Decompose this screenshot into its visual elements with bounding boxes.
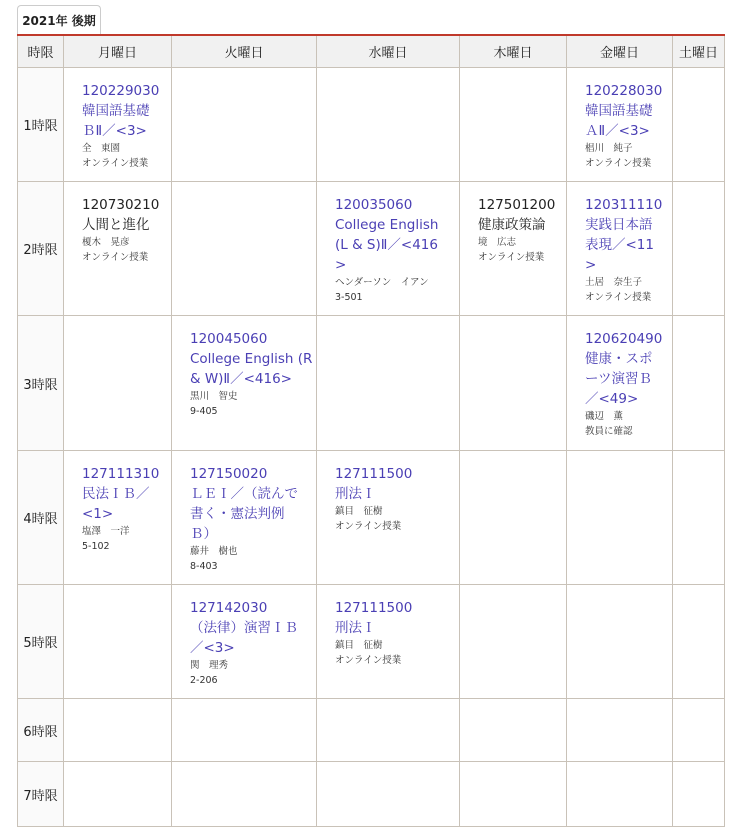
course-title[interactable]: College English (R & W)Ⅱ／<416> bbox=[190, 351, 313, 387]
course-room: 9-405 bbox=[190, 406, 218, 417]
cell-sat-3 bbox=[673, 316, 725, 451]
row-period-6 bbox=[18, 699, 725, 762]
cell-thu-7 bbox=[460, 762, 567, 827]
course-entry[interactable] bbox=[317, 451, 459, 534]
cell-sat-1 bbox=[673, 68, 725, 182]
course-entry[interactable] bbox=[567, 316, 672, 439]
cell-fri-4 bbox=[567, 451, 673, 585]
period-label: 6時限 bbox=[18, 699, 64, 762]
cell-mon-1 bbox=[64, 68, 172, 182]
course-code[interactable]: 127111500 bbox=[335, 466, 413, 482]
cell-wed-4 bbox=[317, 451, 460, 585]
header-tuesday: 火曜日 bbox=[172, 35, 317, 68]
header-wednesday: 水曜日 bbox=[317, 35, 460, 68]
cell-fri-7 bbox=[567, 762, 673, 827]
cell-tue-5 bbox=[172, 585, 317, 699]
course-title[interactable]: ＬＥＩ／（読んで 書く・憲法判例 Ｂ） bbox=[190, 486, 298, 542]
course-code: 120730210 bbox=[82, 197, 160, 213]
cell-tue-6 bbox=[172, 699, 317, 762]
cell-mon-7 bbox=[64, 762, 172, 827]
course-title[interactable]: 韓国語基礎 ＡⅡ／<3> bbox=[585, 103, 653, 139]
cell-tue-4 bbox=[172, 451, 317, 585]
course-teacher: 関 理秀 bbox=[190, 660, 229, 671]
course-entry[interactable] bbox=[567, 68, 672, 171]
course-teacher: 鎮目 征樹 bbox=[335, 640, 383, 651]
cell-tue-2 bbox=[172, 182, 317, 316]
cell-mon-4 bbox=[64, 451, 172, 585]
course-entry bbox=[460, 182, 566, 265]
cell-fri-5 bbox=[567, 585, 673, 699]
course-teacher: 榎木 晃彦 bbox=[82, 237, 130, 248]
cell-thu-2 bbox=[460, 182, 567, 316]
cell-fri-3 bbox=[567, 316, 673, 451]
cell-thu-5 bbox=[460, 585, 567, 699]
period-label: 1時限 bbox=[18, 68, 64, 182]
cell-fri-1 bbox=[567, 68, 673, 182]
cell-fri-2 bbox=[567, 182, 673, 316]
cell-thu-1 bbox=[460, 68, 567, 182]
header-thursday: 木曜日 bbox=[460, 35, 567, 68]
course-room: オンライン授業 bbox=[82, 252, 149, 263]
cell-sat-2 bbox=[673, 182, 725, 316]
course-code[interactable]: 127111500 bbox=[335, 600, 413, 616]
course-entry[interactable] bbox=[64, 451, 171, 554]
course-teacher: 塩澤 一洋 bbox=[82, 526, 130, 537]
course-room: 8-403 bbox=[190, 561, 218, 572]
cell-wed-1 bbox=[317, 68, 460, 182]
course-title[interactable]: 民法ＩＢ／ <1> bbox=[82, 486, 150, 522]
course-room: オンライン授業 bbox=[478, 252, 545, 263]
cell-thu-3 bbox=[460, 316, 567, 451]
course-teacher: ヘンダーソン イアン bbox=[335, 277, 429, 288]
course-room: オンライン授業 bbox=[335, 655, 402, 666]
course-code[interactable]: 127111310 bbox=[82, 466, 160, 482]
course-code[interactable]: 120045060 bbox=[190, 331, 268, 347]
row-period-3 bbox=[18, 316, 725, 451]
period-label: 7時限 bbox=[18, 762, 64, 827]
course-entry bbox=[64, 182, 171, 265]
course-title[interactable]: 健康・スポ ーツ演習Ｂ ／<49> bbox=[585, 351, 653, 407]
course-teacher: 鎮目 征樹 bbox=[335, 506, 383, 517]
course-room: オンライン授業 bbox=[585, 158, 652, 169]
row-period-7 bbox=[18, 762, 725, 827]
row-period-4 bbox=[18, 451, 725, 585]
cell-tue-3 bbox=[172, 316, 317, 451]
row-period-1 bbox=[18, 68, 725, 182]
cell-sat-5 bbox=[673, 585, 725, 699]
header-friday: 金曜日 bbox=[567, 35, 673, 68]
course-entry[interactable] bbox=[567, 182, 672, 305]
course-title[interactable]: （法律）演習ＩＢ ／<3> bbox=[190, 620, 298, 656]
cell-wed-6 bbox=[317, 699, 460, 762]
course-title[interactable]: 刑法Ｉ bbox=[335, 486, 376, 502]
cell-mon-6 bbox=[64, 699, 172, 762]
cell-tue-7 bbox=[172, 762, 317, 827]
course-code[interactable]: 120620490 bbox=[585, 331, 663, 347]
cell-mon-2 bbox=[64, 182, 172, 316]
cell-wed-3 bbox=[317, 316, 460, 451]
cell-thu-4 bbox=[460, 451, 567, 585]
course-room: 2-206 bbox=[190, 675, 218, 686]
course-title[interactable]: 実践日本語 表現／<11 > bbox=[585, 217, 654, 273]
course-room: オンライン授業 bbox=[335, 521, 402, 532]
header-period: 時限 bbox=[18, 35, 64, 68]
cell-sat-4 bbox=[673, 451, 725, 585]
course-code[interactable]: 127142030 bbox=[190, 600, 268, 616]
course-teacher: 黒川 智史 bbox=[190, 391, 238, 402]
cell-thu-6 bbox=[460, 699, 567, 762]
cell-sat-6 bbox=[673, 699, 725, 762]
course-title: 人間と進化 bbox=[82, 217, 150, 233]
cell-wed-5 bbox=[317, 585, 460, 699]
cell-fri-6 bbox=[567, 699, 673, 762]
header-monday: 月曜日 bbox=[64, 35, 172, 68]
course-code[interactable]: 120311110 bbox=[585, 197, 663, 213]
cell-mon-3 bbox=[64, 316, 172, 451]
period-label: 3時限 bbox=[18, 316, 64, 451]
period-label: 5時限 bbox=[18, 585, 64, 699]
semester-tab[interactable]: 2021年 後期 bbox=[17, 5, 101, 34]
course-room: 5-102 bbox=[82, 541, 110, 552]
course-room: 3-501 bbox=[335, 292, 363, 303]
cell-sat-7 bbox=[673, 762, 725, 827]
course-code[interactable]: 120228030 bbox=[585, 83, 663, 99]
course-title: 健康政策論 bbox=[478, 217, 546, 233]
course-teacher: 椙川 純子 bbox=[585, 143, 633, 154]
row-period-2 bbox=[18, 182, 725, 316]
course-title[interactable]: 刑法Ｉ bbox=[335, 620, 376, 636]
course-teacher: 境 広志 bbox=[478, 237, 517, 248]
course-entry[interactable] bbox=[172, 585, 316, 688]
header-row bbox=[18, 35, 725, 68]
course-entry[interactable] bbox=[172, 316, 316, 419]
course-title[interactable]: College English (L & S)Ⅱ／<416 > bbox=[335, 217, 439, 273]
course-code[interactable]: 127150020 bbox=[190, 466, 268, 482]
timetable bbox=[17, 34, 725, 827]
course-title[interactable]: 韓国語基礎 ＢⅡ／<3> bbox=[82, 103, 150, 139]
course-teacher: 藤井 樹也 bbox=[190, 546, 238, 557]
course-teacher: 全 東園 bbox=[82, 143, 121, 154]
cell-wed-2 bbox=[317, 182, 460, 316]
course-code: 127501200 bbox=[478, 197, 556, 213]
cell-wed-7 bbox=[317, 762, 460, 827]
course-code[interactable]: 120229030 bbox=[82, 83, 160, 99]
row-period-5 bbox=[18, 585, 725, 699]
course-room: オンライン授業 bbox=[585, 292, 652, 303]
course-room: 教員に確認 bbox=[585, 426, 633, 437]
period-label: 4時限 bbox=[18, 451, 64, 585]
course-entry[interactable] bbox=[64, 68, 171, 171]
course-code[interactable]: 120035060 bbox=[335, 197, 413, 213]
course-room: オンライン授業 bbox=[82, 158, 149, 169]
course-entry[interactable] bbox=[317, 585, 459, 668]
course-teacher: 磯辺 薫 bbox=[585, 411, 624, 422]
course-entry[interactable] bbox=[172, 451, 316, 574]
cell-tue-1 bbox=[172, 68, 317, 182]
course-entry[interactable] bbox=[317, 182, 459, 305]
course-teacher: 土居 奈生子 bbox=[585, 277, 643, 288]
header-saturday: 土曜日 bbox=[673, 35, 725, 68]
cell-mon-5 bbox=[64, 585, 172, 699]
period-label: 2時限 bbox=[18, 182, 64, 316]
